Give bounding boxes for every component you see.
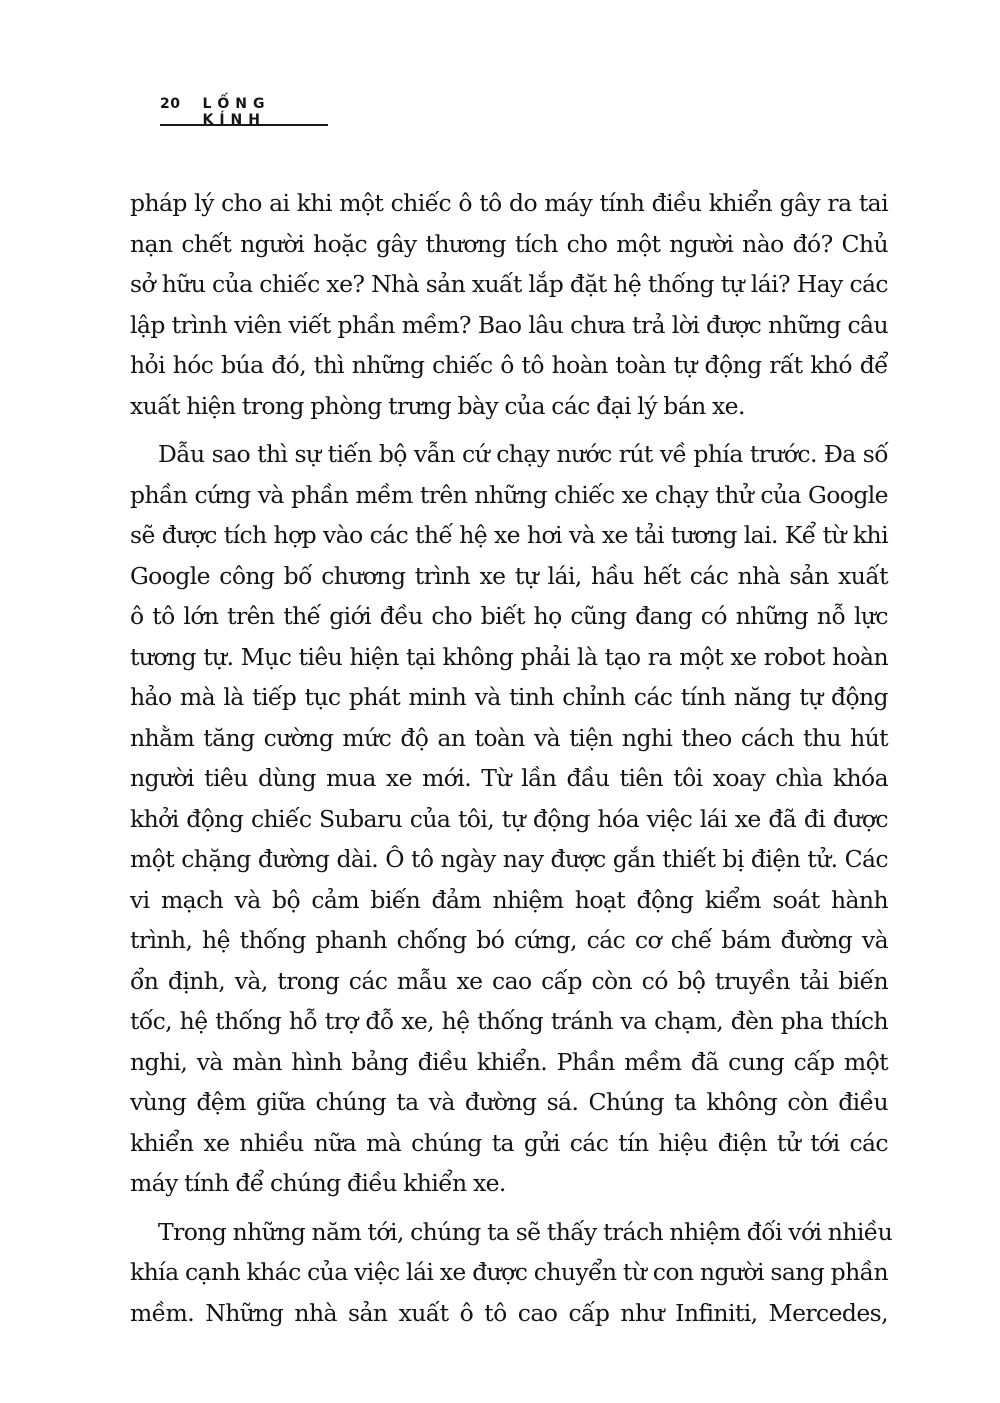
text-line: ổn định, và, trong các mẫu xe cao cấp còn có bộ truyền tải biến	[130, 966, 888, 995]
text-line: xuất hiện trong phòng trưng bày của các đại lý bán xe.	[130, 391, 745, 420]
text-line: vùng đệm giữa chúng ta và đường sá. Chúng ta không còn điều	[130, 1088, 888, 1116]
running-head	[160, 96, 328, 126]
text-line: phần cứng và phần mềm trên những chiếc xe chạy thử của Google	[130, 480, 888, 509]
text-line: Trong những năm tới, chúng ta sẽ thấy trách nhiệm đối với nhiều	[158, 1217, 893, 1246]
text-line: lập trình viên viết phần mềm? Bao lâu chưa trả lời được những câu	[130, 310, 888, 339]
text-line: trình, hệ thống phanh chống bó cứng, các cơ chế bám đường và	[130, 926, 888, 954]
text-line: hảo mà là tiếp tục phát minh và tinh chỉnh các tính năng tự động	[130, 683, 888, 711]
paragraph-2	[130, 434, 888, 1204]
text-line: khía cạnh khác của việc lái xe được chuyển từ con người sang phần	[130, 1258, 888, 1286]
paragraph-1	[130, 183, 888, 426]
text-line: vi mạch và bộ cảm biến đảm nhiệm hoạt động kiểm soát hành	[130, 885, 888, 914]
text-line: ô tô lớn trên thế giới đều cho biết họ cũng đang có những nỗ lực	[130, 602, 888, 630]
body-text	[130, 183, 893, 1341]
text-line: máy tính để chúng điều khiển xe.	[130, 1169, 506, 1197]
text-line: một chặng đường dài. Ô tô ngày nay được gắn thiết bị điện tử. Các	[130, 845, 888, 873]
text-line: sở hữu của chiếc xe? Nhà sản xuất lắp đặt hệ thống tự lái? Hay các	[130, 270, 888, 298]
text-line: Google công bố chương trình xe tự lái, hầu hết các nhà sản xuất	[130, 561, 888, 590]
page-number: 20	[160, 96, 181, 112]
text-line: khởi động chiếc Subaru của tôi, tự động hóa việc lái xe đã đi được	[130, 804, 888, 833]
text-line: pháp lý cho ai khi một chiếc ô tô do máy tính điều khiển gây ra tai	[130, 189, 888, 217]
paragraph-3	[130, 1212, 893, 1334]
text-line: nhằm tăng cường mức độ an toàn và tiện nghi theo cách thu hút	[130, 723, 888, 752]
text-line: khiển xe nhiều nữa mà chúng ta gửi các tín hiệu điện tử tới các	[130, 1128, 888, 1157]
text-line: tốc, hệ thống hỗ trợ đỗ xe, hệ thống tránh va chạm, đèn pha thích	[130, 1007, 888, 1035]
book-title: LỐNG KÍNH	[202, 96, 271, 128]
text-line: người tiêu dùng mua xe mới. Từ lần đầu tiên tôi xoay chìa khóa	[130, 764, 888, 792]
text-line: nghi, và màn hình bảng điều khiển. Phần mềm đã cung cấp một	[130, 1047, 888, 1076]
text-line: nạn chết người hoặc gây thương tích cho một người nào đó? Chủ	[130, 229, 888, 258]
text-line: mềm. Những nhà sản xuất ô tô cao cấp như Infiniti, Mercedes,	[130, 1298, 888, 1327]
text-line: sẽ được tích hợp vào các thế hệ xe hơi và xe tải tương lai. Kể từ khi	[130, 521, 888, 549]
text-line: hỏi hóc búa đó, thì những chiếc ô tô hoàn toàn tự động rất khó để	[130, 351, 888, 379]
text-line: tương tự. Mục tiêu hiện tại không phải là tạo ra một xe robot hoàn	[130, 642, 888, 671]
text-line: Dẫu sao thì sự tiến bộ vẫn cứ chạy nước rút về phía trước. Đa số	[158, 440, 888, 468]
